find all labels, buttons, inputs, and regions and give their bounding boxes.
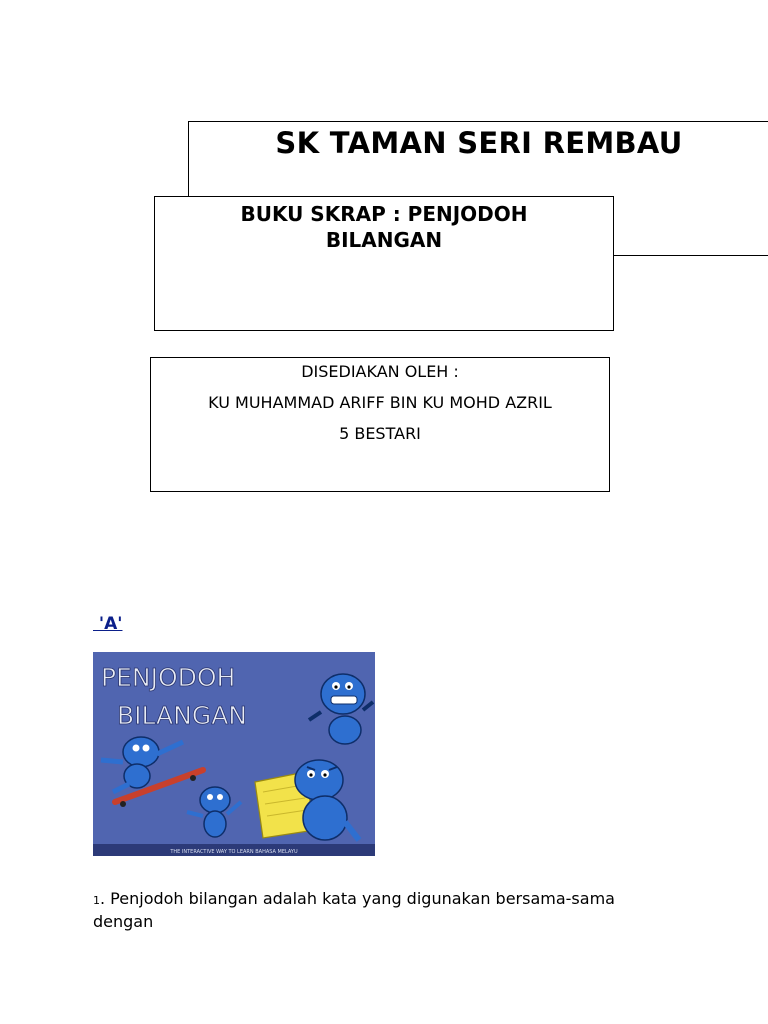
illustration-heading-line-2: BILANGAN [117, 701, 248, 730]
school-name: SK TAMAN SERI REMBAU [275, 126, 683, 160]
author-box [150, 357, 610, 492]
paragraph-text: Penjodoh bilangan adalah kata yang digunakan bersama-sama dengan [93, 889, 615, 931]
paragraph-number: 1 [93, 894, 100, 907]
illustration-caption: THE INTERACTIVE WAY TO LEARN BAHASA MELAYU [170, 849, 298, 855]
prepared-by-label: DISEDIAKAN OLEH : [301, 362, 459, 381]
title-line-1: BUKU SKRAP : PENJODOH [240, 202, 528, 226]
illustration-heading-line-1: PENJODOH [101, 663, 236, 692]
title-line-2: BILANGAN [325, 228, 443, 252]
definition-paragraph [93, 888, 653, 932]
author-name: KU MUHAMMAD ARIFF BIN KU MOHD AZRIL [208, 393, 552, 412]
title-box [154, 196, 614, 331]
section-label-link[interactable]: 'A' [93, 614, 123, 634]
document-title [155, 201, 613, 253]
cover-illustration [93, 652, 375, 856]
paragraph-number-separator: . [100, 889, 106, 908]
author-class: 5 BESTARI [339, 424, 421, 443]
